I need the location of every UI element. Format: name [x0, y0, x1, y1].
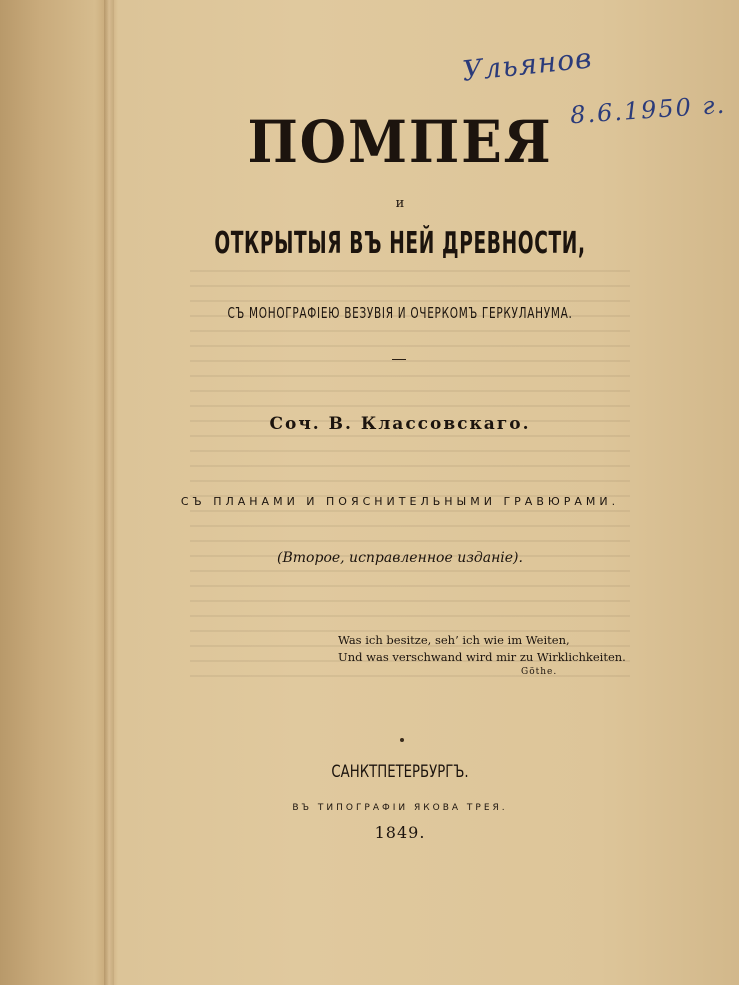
ornament-dot: [400, 738, 404, 742]
imprint-year: 1849.: [374, 823, 426, 842]
edition-note: (Второе, исправленное изданіе).: [277, 550, 523, 566]
imprint-press: ВЪ ТИПОГРАФІИ ЯКОВА ТРЕЯ.: [292, 803, 508, 813]
handwritten-date: 8.6.1950 г.: [569, 90, 728, 130]
epigraph-attribution: Göthe.: [521, 667, 558, 677]
epigraph-line-1: Was ich besitze, seh’ ich wie im Weiten,: [338, 633, 570, 647]
imprint-city: САНКТПЕТЕРБУРГЪ.: [331, 762, 469, 782]
epigraph-line-2: Und was verschwand wird mir zu Wirklichkeiten.: [338, 650, 626, 664]
book-subtitle: ОТКРЫТЫЯ ВЪ НЕЙ ДРЕВНОСТИ,: [214, 226, 586, 261]
illustrations-note: СЪ ПЛАНАМИ И ПОЯСНИТЕЛЬНЫМИ ГРАВЮРАМИ.: [180, 495, 620, 508]
divider: [392, 359, 406, 360]
conjunction: и: [395, 196, 405, 211]
book-subtitle-secondary: СЪ МОНОГРАФІЕЮ ВЕЗУВІЯ И ОЧЕРКОМЪ ГЕРКУЛАНУМА.: [227, 304, 573, 322]
author-line: Соч. В. Классовскаго.: [269, 414, 531, 434]
book-title: ПОМПЕЯ: [247, 108, 553, 176]
handwritten-signature: Ульянов: [460, 41, 594, 88]
show-through-text: [190, 270, 630, 690]
